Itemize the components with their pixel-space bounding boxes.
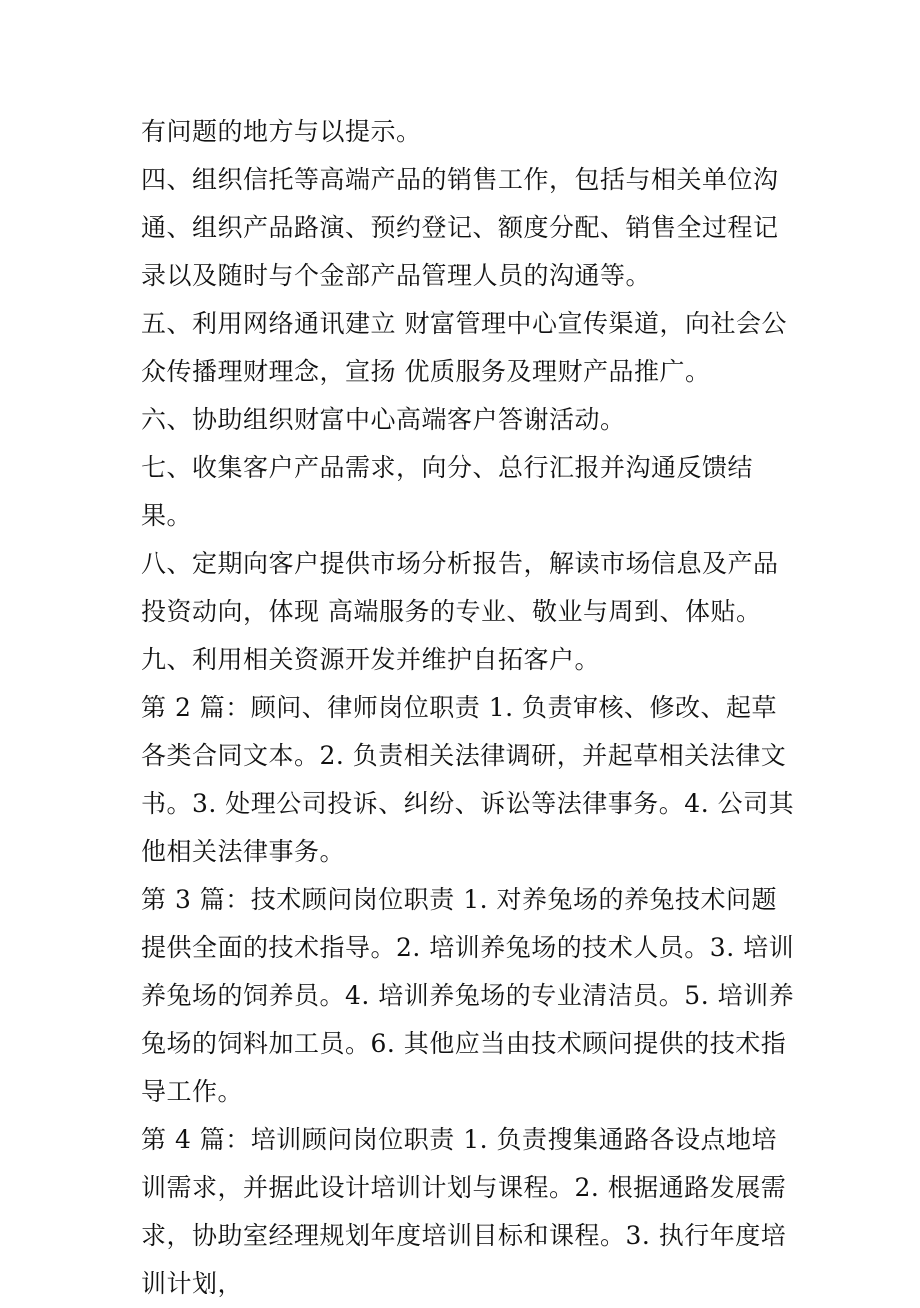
paragraph-item-1: 有问题的地方与以提示。 bbox=[141, 117, 422, 146]
paragraph-item-9: 九、利用相关资源开发并维护自拓客户。 bbox=[141, 645, 601, 674]
section-3-paragraph: 第 3 篇：技术顾问岗位职责 1. 对养兔场的养兔技术问题提供全面的技术指导。2. 培训养兔场的技术人员。3. 培训养兔场的饲养员。4. 培训养兔场的专业清洁员。5. 培训养兔场的饲料加工员。6. 其他应当由技术顾问提供的技术指导工作。 bbox=[141, 885, 795, 1106]
paragraph-item-6: 六、协助组织财富中心高端客户答谢活动。 bbox=[141, 405, 626, 434]
paragraph-item-5: 五、利用网络通讯建立 财富管理中心宣传渠道，向社会公众传播理财理念，宣扬 优质服务及理财产品推广。 bbox=[141, 309, 787, 386]
section-2-paragraph: 第 2 篇：顾问、律师岗位职责 1. 负责审核、修改、起草各类合同文本。2. 负责相关法律调研，并起草相关法律文书。3. 处理公司投诉、纠纷、诉讼等法律事务。4. 公司其他相关法律事务。 bbox=[141, 693, 795, 866]
paragraph-item-4: 四、组织信托等高端产品的销售工作，包括与相关单位沟通、组织产品路演、预约登记、额度分配、销售全过程记录以及随时与个金部产品管理人员的沟通等。 bbox=[141, 165, 779, 290]
section-4-paragraph: 第 4 篇：培训顾问岗位职责 1. 负责搜集通路各设点地培训需求，并据此设计培训计划与课程。2. 根据通路发展需求，协助室经理规划年度培训目标和课程。3. 执行年度培训计划， bbox=[141, 1125, 787, 1298]
paragraph-item-8: 八、定期向客户提供市场分析报告，解读市场信息及产品投资动向，体现 高端服务的专业、敬业与周到、体贴。 bbox=[141, 549, 779, 626]
paragraph-item-7: 七、收集客户产品需求，向分、总行汇报并沟通反馈结果。 bbox=[141, 453, 754, 530]
document-body bbox=[141, 108, 801, 1308]
